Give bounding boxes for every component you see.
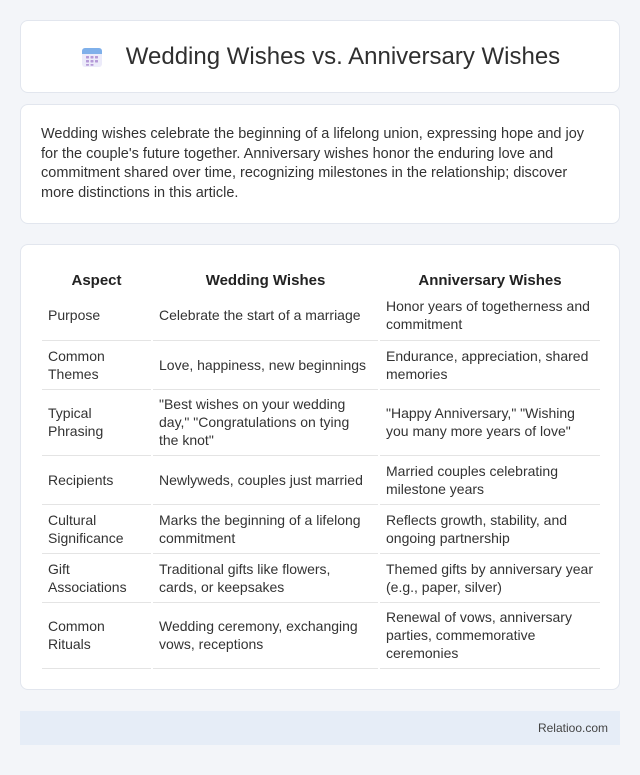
table-cell: Reflects growth, stability, and ongoing partnership (379, 504, 600, 553)
intro-text: Wedding wishes celebrate the beginning of a lifelong union, expressing hope and joy for the couple's future together. Anniversary wishes honor the enduring love and commitment shared over time, recognizing milestones in the relationship; discover more distinctions in this article. (41, 126, 585, 201)
header-aspect: Aspect (71, 272, 122, 289)
table-cell: Honor years of togetherness and commitment (379, 291, 600, 340)
calendar-icon (80, 45, 104, 69)
table-cell: Celebrate the start of a marriage (152, 291, 379, 340)
intro-card (20, 104, 620, 224)
header-anniversary-wishes: Anniversary Wishes (379, 265, 600, 291)
comparison-table (42, 265, 600, 669)
table-cell: Renewal of vows, anniversary parties, commemorative ceremonies (379, 602, 600, 668)
table-cell: Typical Phrasing (42, 389, 152, 455)
page-title: Wedding Wishes vs. Anniversary Wishes (125, 42, 561, 70)
title-card (20, 20, 620, 93)
table-cell: Endurance, appreciation, shared memories (379, 340, 600, 389)
header-wedding-wishes: Wedding Wishes (152, 265, 379, 291)
table-row (42, 389, 600, 455)
table-cell: Gift Associations (42, 553, 152, 602)
table-row (42, 504, 600, 553)
table-cell: "Best wishes on your wedding day," "Congratulations on tying the knot" (152, 389, 379, 455)
table-cell: Traditional gifts like flowers, cards, or keepsakes (152, 553, 379, 602)
table-cell: Cultural Significance (42, 504, 152, 553)
table-row (42, 602, 600, 668)
table-row (42, 553, 600, 602)
table-header-row (42, 265, 600, 291)
table-cell: Newlyweds, couples just married (152, 455, 379, 504)
table-cell: Wedding ceremony, exchanging vows, receptions (152, 602, 379, 668)
table-row (42, 455, 600, 504)
footer-brand: Relatioo.com (537, 721, 608, 735)
table-cell: "Happy Anniversary," "Wishing you many more years of love" (379, 389, 600, 455)
table-row (42, 291, 600, 340)
table-cell: Marks the beginning of a lifelong commitment (152, 504, 379, 553)
table-cell: Purpose (42, 291, 152, 340)
table-cell: Common Themes (42, 340, 152, 389)
table-cell: Common Rituals (42, 602, 152, 668)
comparison-table-card (20, 244, 620, 690)
table-cell: Themed gifts by anniversary year (e.g., paper, silver) (379, 553, 600, 602)
table-cell: Recipients (42, 455, 152, 504)
table-cell: Married couples celebrating milestone years (379, 455, 600, 504)
table-row (42, 340, 600, 389)
table-cell: Love, happiness, new beginnings (152, 340, 379, 389)
footer (20, 711, 620, 745)
